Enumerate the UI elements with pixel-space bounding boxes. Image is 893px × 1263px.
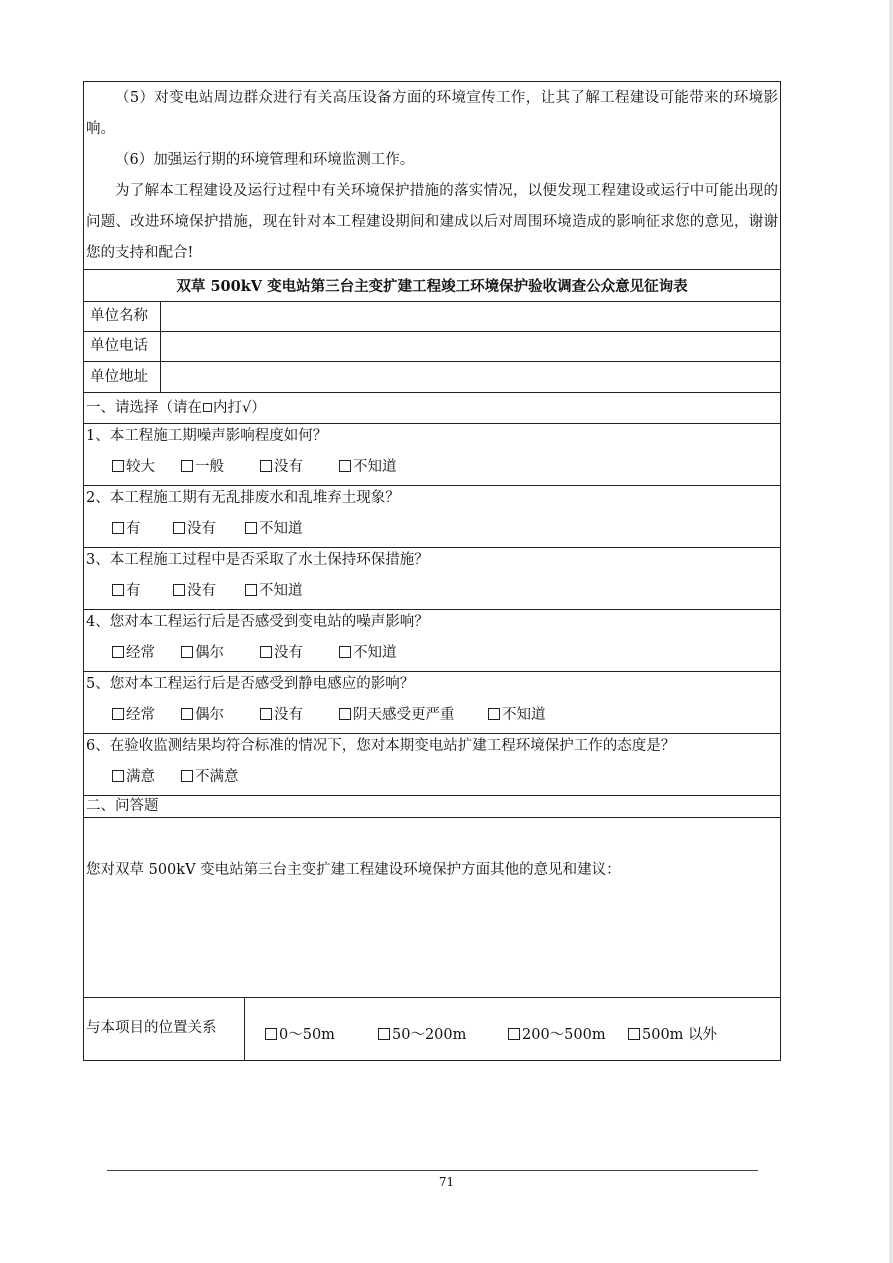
option-checkbox[interactable]: 阴天感受更严重 <box>339 703 455 724</box>
divider <box>84 671 780 672</box>
unit-name-field[interactable] <box>162 302 780 330</box>
footer-divider <box>107 1170 758 1171</box>
checkbox-icon <box>508 1028 520 1040</box>
checkbox-icon <box>628 1028 640 1040</box>
checkbox-icon <box>112 770 124 782</box>
checkbox-icon <box>173 522 185 534</box>
question-2: 2、本工程施工期有无乱排废水和乱堆弃土现象？ <box>86 490 400 506</box>
option-checkbox[interactable]: 一般 <box>181 455 224 476</box>
checkbox-icon <box>260 708 272 720</box>
checkbox-icon <box>260 460 272 472</box>
checkbox-icon <box>181 460 193 472</box>
divider <box>84 485 780 486</box>
checkbox-icon <box>173 584 185 596</box>
divider <box>84 997 780 998</box>
checkbox-icon <box>112 460 124 472</box>
checkbox-icon <box>488 708 500 720</box>
option-checkbox[interactable]: 不知道 <box>245 579 303 600</box>
checkbox-icon <box>181 646 193 658</box>
divider <box>84 423 780 424</box>
checkbox-icon <box>339 646 351 658</box>
checkbox-icon <box>245 584 257 596</box>
checkbox-icon <box>339 708 351 720</box>
option-checkbox[interactable]: 不知道 <box>488 703 546 724</box>
option-checkbox[interactable]: 经常 <box>112 703 155 724</box>
question-3: 3、本工程施工过程中是否采取了水土保持环保措施？ <box>86 552 429 568</box>
checkbox-icon <box>245 522 257 534</box>
checkbox-icon <box>112 584 124 596</box>
checkbox-icon <box>203 403 212 412</box>
checkbox-icon <box>112 646 124 658</box>
question-1: 1、本工程施工期噪声影响程度如何？ <box>86 428 328 444</box>
divider <box>84 392 780 393</box>
option-checkbox[interactable]: 不知道 <box>245 517 303 538</box>
position-option[interactable]: 500m 以外 <box>628 1023 717 1044</box>
divider <box>84 795 780 796</box>
option-checkbox[interactable]: 有 <box>112 579 141 600</box>
option-checkbox[interactable]: 较大 <box>112 455 155 476</box>
column-divider <box>244 997 245 1060</box>
divider <box>84 817 780 818</box>
option-checkbox[interactable]: 没有 <box>260 703 303 724</box>
intro-item5: （5）对变电站周边群众进行有关高压设备方面的环境宣传工作，让其了解工程建设可能带来的环境影响。 <box>86 90 778 137</box>
option-checkbox[interactable]: 没有 <box>260 455 303 476</box>
page-edge <box>889 0 893 1263</box>
position-option[interactable]: 0～50m <box>265 1023 335 1044</box>
option-checkbox[interactable]: 有 <box>112 517 141 538</box>
form-title: 双草 500kV 变电站第三台主变扩建工程竣工环境保护验收调查公众意见征询表 <box>176 278 688 295</box>
page-number: 71 <box>438 1175 455 1189</box>
question-4: 4、您对本工程运行后是否感受到变电站的噪声影响？ <box>86 614 429 630</box>
unit-address-label: 单位地址 <box>90 369 148 385</box>
checkbox-icon <box>112 708 124 720</box>
intro-item6: （6）加强运行期的环境管理和环境监测工作。 <box>115 152 415 168</box>
unit-phone-label: 单位电话 <box>90 338 148 354</box>
position-option[interactable]: 50～200m <box>378 1023 466 1044</box>
option-checkbox[interactable]: 不满意 <box>181 765 239 786</box>
option-checkbox[interactable]: 没有 <box>173 579 216 600</box>
checkbox-icon <box>265 1028 277 1040</box>
checkbox-icon <box>260 646 272 658</box>
section1-heading: 一、请选择（请在 内打√） <box>86 400 266 416</box>
survey-form-table <box>83 81 781 1061</box>
checkbox-icon <box>378 1028 390 1040</box>
question-5: 5、您对本工程运行后是否感受到静电感应的影响？ <box>86 676 415 692</box>
checkbox-icon <box>339 460 351 472</box>
option-checkbox[interactable]: 经常 <box>112 641 155 662</box>
open-answer-area[interactable] <box>86 882 778 994</box>
unit-name-label: 单位名称 <box>90 308 148 324</box>
intro-closing: 为了解本工程建设及运行过程中有关环境保护措施的落实情况，以便发现工程建设或运行中可能出现的问题、改进环境保护措施，现在针对本工程建设期间和建成以后对周围环境造成的影响征求您的意见，谢谢您的支持和配合! <box>86 183 778 261</box>
checkbox-icon <box>181 770 193 782</box>
position-label: 与本项目的位置关系 <box>86 1020 217 1036</box>
position-option[interactable]: 200～500m <box>508 1023 606 1044</box>
intro-text <box>86 83 778 269</box>
checkbox-icon <box>112 522 124 534</box>
option-checkbox[interactable]: 满意 <box>112 765 155 786</box>
option-checkbox[interactable]: 不知道 <box>339 455 397 476</box>
option-checkbox[interactable]: 偶尔 <box>181 703 224 724</box>
divider <box>84 547 780 548</box>
open-question: 您对双草 500kV 变电站第三台主变扩建工程建设环境保护方面其他的意见和建议： <box>86 862 621 878</box>
option-checkbox[interactable]: 偶尔 <box>181 641 224 662</box>
option-checkbox[interactable]: 不知道 <box>339 641 397 662</box>
divider <box>84 609 780 610</box>
unit-phone-field[interactable] <box>162 332 780 360</box>
checkbox-icon <box>181 708 193 720</box>
question-6: 6、在验收监测结果均符合标准的情况下，您对本期变电站扩建工程环境保护工作的态度是？ <box>86 738 676 754</box>
option-checkbox[interactable]: 没有 <box>260 641 303 662</box>
section2-heading: 二、问答题 <box>86 798 159 814</box>
option-checkbox[interactable]: 没有 <box>173 517 216 538</box>
column-divider <box>160 301 161 392</box>
divider <box>84 269 780 270</box>
unit-address-field[interactable] <box>162 362 780 391</box>
divider <box>84 733 780 734</box>
